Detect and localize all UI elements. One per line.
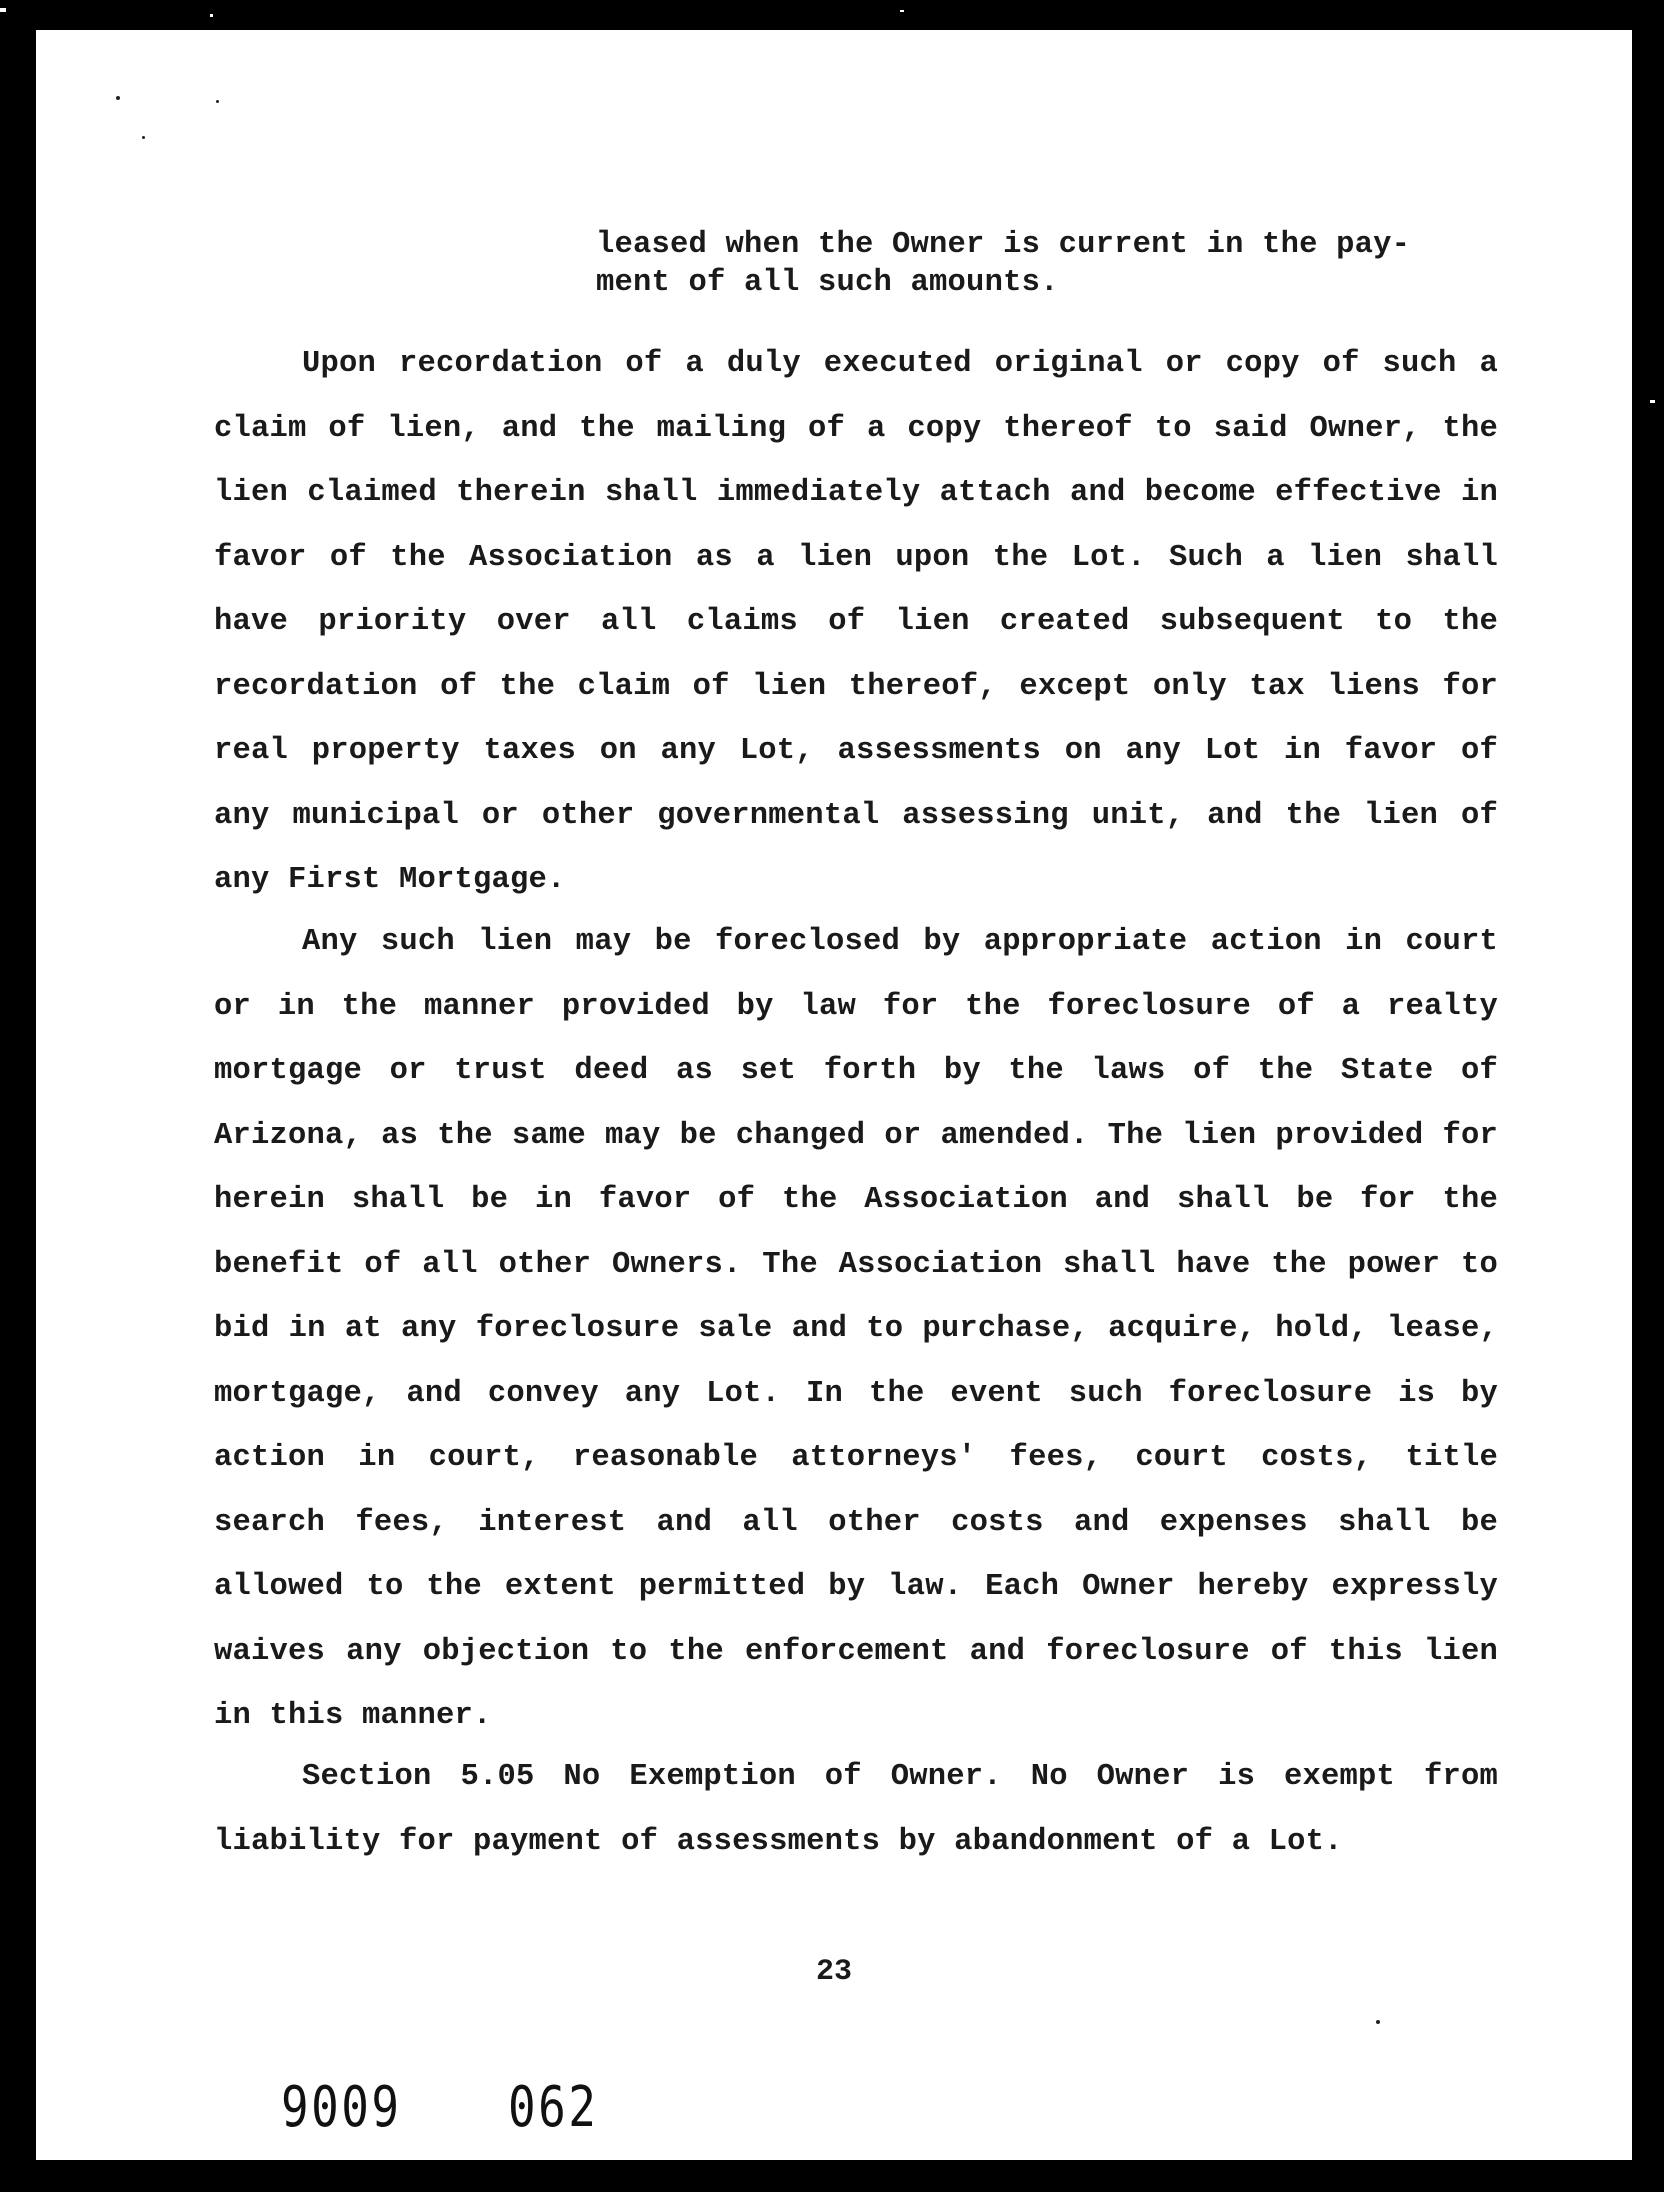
stamp-number-left: 9009: [281, 2075, 402, 2140]
scan-speck: [142, 136, 145, 139]
scan-edge-noise: [210, 14, 213, 17]
scan-speck: [1376, 2020, 1380, 2024]
page-number: 23: [815, 1955, 852, 1989]
paragraph-lien-recordation: Upon recordation of a duly executed original or copy of such a claim of lien, and the mailing of a copy thereof to said Owner, the lien claimed therein shall immediately attach and become effective in favor of the Association as a lien upon the Lot. Such a lien shall have priority over all claims of lien created subsequent to the recordation of the claim of lien thereof, except only tax liens for real property taxes on any Lot, assessments on any Lot in favor of any municipal or other governmental assessing unit, and the lien of any First Mortgage.: [214, 347, 1498, 897]
scan-edge-noise: [1650, 400, 1655, 403]
paragraph-section-5-05: Section 5.05 No Exemption of Owner. No Owner is exempt from liability for payment of assessments by abandonment of a Lot.: [214, 1760, 1498, 1859]
scan-speck: [216, 100, 219, 103]
paragraph-lien-foreclosure: Any such lien may be foreclosed by appropriate action in court or in the manner provided by law for the foreclosure of a realty mortgage or trust deed as set forth by the laws of the State of Arizona, as the same may be changed or amended. The lien provided for herein shall be in favor of the Association and shall be for the benefit of all other Owners. The Association shall have the power to bid in at any foreclosure sale and to purchase, acquire, hold, lease, mortgage, and convey any Lot. In the event such foreclosure is by action in court, reasonable attorneys' fees, court costs, title search fees, interest and all other costs and expenses shall be allowed to the extent permitted by law. Each Owner hereby expressly waives any objection to the enforcement and foreclosure of this lien in this manner.: [214, 925, 1498, 1733]
carryover-text: leased when the Owner is current in the pay- ment of all such amounts.: [596, 228, 1411, 300]
scan-speck: [116, 96, 120, 100]
scan-edge-noise: [0, 8, 6, 12]
document-page: [36, 30, 1632, 2160]
scan-edge-noise: [900, 10, 904, 12]
stamp-number-right: 062: [508, 2075, 599, 2140]
